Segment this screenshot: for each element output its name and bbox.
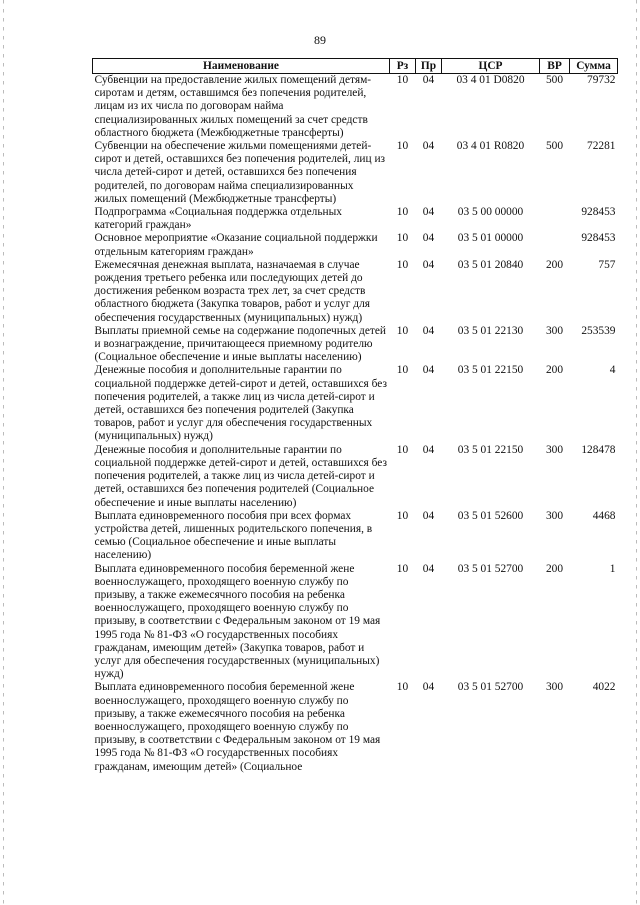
cell-rz: 10 — [396, 443, 409, 456]
cell-name: Подпрограмма «Социальная поддержка отдельных категорий граждан» — [94, 206, 342, 232]
cell-rz: 10 — [396, 364, 409, 377]
cell-rz: 10 — [396, 324, 409, 337]
cell-vr: 500 — [545, 140, 564, 153]
cell-sum: 79732 — [587, 74, 616, 86]
cell-name: Денежные пособия и дополнительные гарантии по социальной поддержке детей-сирот и детей, оставшихся без попечения родителей, а также лиц из числа детей-сирот и детей, оставшихся без попечения родителей (Социальное обеспечение и иные выплаты населению) — [94, 443, 387, 509]
cell-csr: 03 5 01 52700 — [457, 681, 524, 694]
cell-pr: 04 — [422, 324, 435, 337]
cell-sum: 4 — [609, 364, 616, 377]
cell-vr: 300 — [545, 681, 564, 694]
cell-rz: 10 — [396, 681, 409, 694]
cell-vr — [540, 232, 570, 258]
cell-name: Субвенции на обеспечение жильми помещениями детей-сирот и детей, оставшихся без попечения родителей, лиц из числа детей-сирот и детей, оставшихся без попечения родителей, по договорам найма специализированных жилых помещений (Межбюджетные трансферты) — [94, 140, 386, 205]
cell-vr: 300 — [545, 509, 564, 522]
cell-name: Выплата единовременного пособия при всех формах устройства детей, лишенных родительского попечения, в семью (Социальное обеспечение и иные выплаты населению) — [94, 509, 373, 562]
cell-csr: 03 5 01 22130 — [457, 324, 524, 337]
table-row — [93, 364, 618, 443]
cell-csr: 03 5 01 20840 — [457, 258, 524, 271]
budget-table — [92, 58, 618, 774]
table-row — [93, 74, 618, 141]
cell-rz: 10 — [396, 258, 409, 271]
cell-rz: 10 — [396, 562, 409, 575]
cell-sum: 128478 — [581, 443, 616, 456]
cell-pr: 04 — [422, 562, 435, 575]
left-scan-edge — [3, 0, 4, 905]
cell-sum: 4468 — [592, 509, 616, 522]
cell-csr: 03 5 01 52600 — [457, 509, 524, 522]
table-row — [93, 232, 618, 258]
cell-name: Выплата единовременного пособия беременной жене военнослужащего, проходящего военную службу по призыву, а также ежемесячного пособия на ребенка военнослужащего, проходящего военную службу по призыву, в соответствии с Федеральным законом от 19 мая 1995 года № 81-ФЗ «О государственных пособиях гражданам, имеющим детей» (Социальное — [94, 681, 381, 773]
cell-pr: 04 — [422, 443, 435, 456]
cell-pr: 04 — [422, 509, 435, 522]
cell-sum: 4022 — [592, 681, 616, 694]
table-row — [93, 325, 618, 365]
cell-vr: 500 — [545, 74, 564, 86]
cell-csr: 03 5 01 00000 — [457, 232, 524, 245]
cell-sum: 253539 — [581, 324, 616, 337]
cell-sum: 1 — [609, 562, 616, 575]
cell-pr: 04 — [422, 258, 435, 271]
cell-csr: 03 5 01 22150 — [457, 364, 524, 377]
cell-csr: 03 5 01 22150 — [457, 443, 524, 456]
cell-name: Выплата единовременного пособия беременной жене военнослужащего, проходящего военную службу по призыву, а также ежемесячного пособия на ребенка военнослужащего, проходящего военную службу по призыву, в соответствии с Федеральным законом от 19 мая 1995 года № 81-ФЗ «О государственных пособиях гражданам, имеющим детей» (Закупка товаров, работ и услуг для обеспечения государственных (муниципальных) нужд) — [94, 562, 381, 681]
cell-pr: 04 — [422, 232, 435, 245]
header-name: Наименование — [93, 59, 390, 74]
header-sum: Сумма — [570, 59, 618, 74]
cell-name: Денежные пособия и дополнительные гарантии по социальной поддержке детей-сирот и детей, оставшихся без попечения родителей, а также лиц из числа детей-сирот и детей, оставшихся без попечения родителей (Закупка товаров, работ и услуг для обеспечения государственных (муниципальных) нужд) — [94, 364, 387, 443]
table-row — [93, 563, 618, 682]
cell-csr: 03 5 00 00000 — [457, 206, 524, 219]
cell-csr: 03 4 01 D0820 — [456, 74, 525, 86]
cell-rz: 10 — [396, 509, 409, 522]
cell-vr: 200 — [545, 258, 564, 271]
cell-rz: 10 — [396, 206, 409, 219]
cell-sum: 928453 — [581, 206, 616, 219]
header-rz: Рз — [390, 59, 416, 74]
cell-vr: 300 — [545, 324, 564, 337]
table-row — [93, 444, 618, 510]
cell-pr: 04 — [422, 364, 435, 377]
cell-rz: 10 — [396, 140, 409, 153]
cell-pr: 04 — [422, 74, 435, 86]
cell-csr: 03 5 01 52700 — [457, 562, 524, 575]
page-number: 89 — [314, 33, 326, 47]
cell-pr: 04 — [422, 681, 435, 694]
cell-sum: 72281 — [587, 140, 616, 153]
table-header-row — [93, 59, 618, 74]
cell-sum: 757 — [598, 258, 616, 271]
cell-name: Ежемесячная денежная выплата, назначаемая в случае рождения третьего ребенка или последующих детей до достижения ребенком возраста трех лет, за счет средств областного бюджета (Закупка товаров, работ и услуг для обеспечения государственных (муниципальных) нужд) — [94, 258, 371, 324]
table-row — [93, 681, 618, 773]
cell-name: Субвенции на предоставление жилых помещений детям-сиротам и детям, оставшимся без попечения родителей, лицам из их числа по договорам найма специализированных жилых помещений за счет средств областного бюджета (Межбюджетные трансферты) — [94, 74, 372, 139]
cell-vr: 200 — [545, 364, 564, 377]
cell-vr: 200 — [545, 562, 564, 575]
cell-pr: 04 — [422, 206, 435, 219]
cell-sum: 928453 — [581, 232, 616, 245]
table-row — [93, 206, 618, 232]
cell-name: Выплаты приемной семье на содержание подопечных детей и вознаграждение, причитающееся приемному родителю (Социальное обеспечение и иные выплаты населению) — [94, 324, 387, 364]
cell-pr: 04 — [422, 140, 435, 153]
header-pr: Пр — [416, 59, 442, 74]
header-csr: ЦСР — [442, 59, 540, 74]
cell-rz: 10 — [396, 74, 409, 86]
cell-vr — [540, 206, 570, 232]
cell-rz: 10 — [396, 232, 409, 245]
table-row — [93, 140, 618, 206]
header-vr: ВР — [540, 59, 570, 74]
cell-csr: 03 4 01 R0820 — [456, 140, 525, 153]
right-scan-edge — [636, 0, 637, 905]
table-row — [93, 510, 618, 563]
cell-vr: 300 — [545, 443, 564, 456]
table-row — [93, 259, 618, 325]
cell-name: Основное мероприятие «Оказание социальной поддержки отдельным категориям граждан» — [94, 232, 378, 258]
